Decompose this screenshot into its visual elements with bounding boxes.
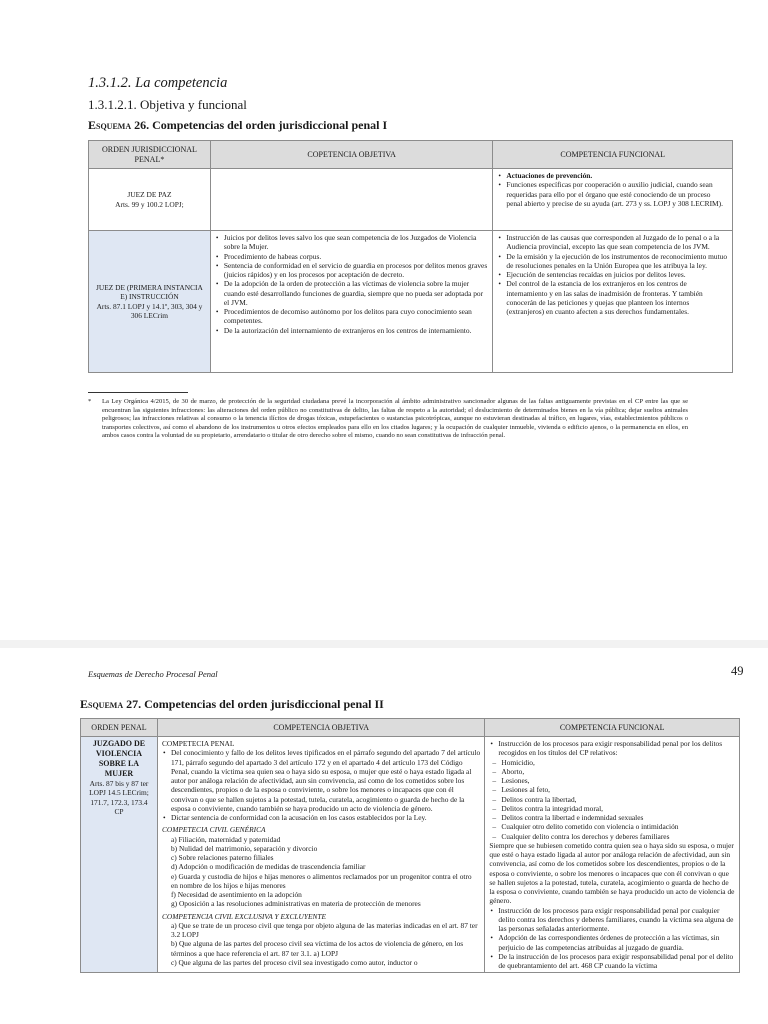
organ-ref: Arts. 99 y 100.2 LOPJ;	[115, 199, 184, 209]
list-item: • Juicios por delitos leves salvo los que sean competencia de los Juzgados de Violencia sobre la Mujer.	[224, 233, 489, 252]
col-header-orden: ORDEN PENAL	[81, 719, 158, 737]
footnote-mark: *	[88, 398, 92, 405]
scheme-title: Competencias del orden jurisdiccional penal I	[152, 118, 388, 132]
table-row-juez-paz	[89, 169, 733, 231]
objetiva-cell	[210, 231, 493, 373]
page-number: 49	[731, 664, 744, 678]
penal-heading: COMPETECIA PENAL	[161, 739, 235, 748]
organ-name: JUZGADO DE VIOLENCIA SOBRE LA MUJER	[92, 739, 146, 778]
footnote-rule	[88, 392, 188, 393]
organ-ref: Arts. 87 bis y 87 ter LOPJ 14.5 LECrim; 171.7, 172.3, 173.4 CP	[89, 779, 149, 816]
section-title: 1.3.1.2. La competencia	[88, 75, 228, 91]
scheme-26-table	[88, 140, 733, 373]
list-item: c) Sobre relaciones paterno filiales	[170, 853, 274, 862]
list-item: – Cualquier otro delito cometido con violencia o intimidación	[501, 822, 735, 831]
scheme-prefix: Esquema	[80, 697, 124, 711]
list-item: d) Adopción o modificación de medidas de trascendencia familiar	[170, 862, 366, 872]
list-item: g) Oposición a las resoluciones administrativas en materia de protección de menores	[170, 899, 421, 909]
scheme-number: 26.	[134, 118, 150, 132]
list-item: a) Filiación, maternidad y paternidad	[170, 834, 281, 844]
organ-cell	[89, 231, 211, 373]
organ-cell	[89, 169, 211, 231]
organ-ref: Arts. 87.1 LOPJ y 14.1º, 303, 304 y 306 LECrim	[96, 301, 203, 320]
list-item: • De la instrucción de los procesos para exigir responsabilidad penal por el delito de quebrantamiento del art. 468 CP cuando la víctima	[498, 952, 735, 971]
subsection-title: 1.3.1.2.1. Objetiva y funcional	[88, 97, 247, 112]
col-header-objetiva: COMPETENCIA OBJETIVA	[157, 719, 484, 737]
list-item: • De la emisión y la ejecución de los instrumentos de reconocimiento mutuo de resoluciones penales en la Unión Europea que les atribuya la ley.	[506, 252, 728, 271]
list-item: c) Que alguna de las partes del proceso civil sea investigado como autor, inductor o	[170, 957, 418, 967]
list-item: • Instrucción de las causas que corresponden al Juzgado de lo penal o a la Audiencia provincial, excepto las que sean competencia de los JVM.	[506, 233, 728, 252]
scheme-number: 27.	[126, 697, 142, 711]
page-separator	[0, 640, 768, 648]
list-item: – Delitos contra la libertad,	[501, 795, 735, 804]
list-item: b) Nulidad del matrimonio, separación y divorcio	[170, 843, 318, 853]
footnote-text: La Ley Orgánica 4/2015, de 30 de marzo, de protección de la seguridad ciudadana prevé la incorporación al ámbito administrativo sancionador algunas de las faltas antiguamente previstas en el CP entre las que se encuentran las siguientes infracciones: las alteraciones del orden público no constitutivas de delito, las faltas de respeto a la autoridad; el deslucimiento de determinados bienes en la vía pública; dejar sueltos animales peligrosos; las infracciones relativas al consumo o la tenencia ilícitos de drogas tóxicas, estupefacientes o sustancias psicotrópicas, aunque no estuvieran destinadas al tráfico, en lugares, vías, establecimientos públicos o transportes colectivos, así como el abandono de los instrumentos u otros efectos empleados para ello en los citados lugares; y la ocupación de cualquier inmueble, vivienda o edificio ajenos, o la permanencia en ellos, en ambos casos contra la voluntad de su propietario, arrendatario o titular de otro derecho sobre el mismo, cuando no sean constitutivas de infracción penal.	[102, 398, 688, 440]
list-item: • Del conocimiento y fallo de los delitos leves tipificados en el párrafo segundo del apartado 7 del artículo 171, párrafo segundo del apartado 3 del artículo 172 y en el apartado 4 del artículo 173 del Código Penal, cuando la víctima sea quien sea o haya sido su esposa, o mujer que esté o haya estado ligada al autor por análoga relación de afectividad, aun sin convivencia, así como de los cometidos sobre los descendientes, propios o de la esposa o conviviente, o sobre los menores o incapaces que con él convivan o que se hallen sujetos a la potestad, tutela, curatela, acogimiento o guarda de hecho de la esposa o conviviente, cuando también se haya producido un acto de violencia de género.	[171, 748, 480, 813]
col-header-orden: ORDEN JURISDICCIONAL PENAL*	[89, 141, 211, 169]
exclusive-heading: COMPETENCIA CIVIL EXCLUSIVA Y EXCLUYENTE	[161, 911, 327, 921]
list-item: • Actuaciones de prevención.	[506, 171, 728, 180]
list-item: f) Necesidad de asentimiento en la adopción	[170, 890, 302, 899]
list-item: a) Que se trate de un proceso civil que tenga por objeto alguna de las materias indicadas en el art. 87 ter 3.2 LOPJ	[170, 920, 478, 939]
funcional-cell	[493, 169, 733, 231]
list-item: – Lesiones,	[501, 776, 735, 785]
func-after-text: Siempre que se hubiesen cometido contra quien sea o haya sido su esposa, o mujer que esté o haya estado ligada al autor por análoga relación de afectividad, aun sin convivencia, así como de los cometidos sobre los descendientes, propios o de la esposa o conviviente, o sobre los menores o incapaces que con él convivan o que se hallen sujetos a la potestad, tutela, curatela, acogimiento o guarda de hecho de la esposa o conviviente, cuando también se haya producido un acto de violencia de género.	[489, 840, 735, 906]
scheme-prefix: Esquema	[88, 118, 132, 132]
list-item: • Ejecución de sentencias recaídas en juicios por delitos leves.	[506, 270, 728, 279]
running-title: Esquemas de Derecho Procesal Penal	[88, 669, 218, 679]
objetiva-cell-empty	[210, 169, 493, 231]
list-item: • Del control de la estancia de los extranjeros en los centros de internamiento y en las salas de inadmisión de fronteras. Y también conocerán de las peticiones y quejas que planteen los internos (extranjeros) en cuanto afecten a sus derechos fundamentales.	[506, 279, 728, 316]
list-item: • Instrucción de los procesos para exigir responsabilidad penal por cualquier delito contra los derechos y deberes familiares, cuando la víctima sea alguna de las personas señaladas anteriormente.	[498, 906, 735, 934]
objetiva-cell	[157, 737, 484, 973]
list-item: • Adopción de las correspondientes órdenes de protección a las víctimas, sin perjuicio de las competencias atribuidas al juzgado de guardia.	[498, 933, 735, 952]
scheme-26-caption	[88, 118, 387, 133]
footnote	[88, 398, 688, 441]
list-item: • Funciones específicas por cooperación o auxilio judicial, cuando sean requeridas para ello por el órgano que esté conociendo de un proceso penal abierto y precise de su ayuda (art. 273 y ss. LOPJ y 308 LECRIM).	[506, 180, 728, 208]
list-item: • De la adopción de la orden de protección a las víctimas de violencia sobre la mujer cuando esté desarrollando funciones de guardia, siempre que no pueda ser adoptada por el JVM.	[224, 279, 489, 307]
list-item: • Procedimientos de decomiso autónomo por los delitos para cuyo conocimiento sean competentes.	[224, 307, 489, 326]
list-item: • De la autorización del internamiento de extranjeros en los centros de internamiento.	[224, 326, 489, 335]
table-row-jvm	[81, 737, 740, 973]
organ-cell	[81, 737, 158, 973]
list-item: e) Guarda y custodia de hijos e hijas menores o alimentos reclamados por un progenitor contra el otro en nombre de los hijos e hijas menores	[170, 871, 472, 890]
list-item: – Aborto,	[501, 767, 735, 776]
list-item: • Sentencia de conformidad en el servicio de guardia en procesos por delitos menos graves (juicios rápidos) y en los procesos por aceptación de decreto.	[224, 261, 489, 280]
scheme-27-caption	[80, 697, 384, 712]
list-item: – Delitos contra la integridad moral,	[501, 804, 735, 813]
table-row-juez-instruccion	[89, 231, 733, 373]
organ-name: JUEZ DE PAZ	[127, 190, 172, 200]
list-item: • Procedimiento de habeas corpus.	[224, 252, 489, 261]
scheme-title: Competencias del orden jurisdiccional penal II	[144, 697, 384, 711]
list-item: – Cualquier delito contra los derechos y deberes familiares	[501, 832, 735, 841]
list-item: b) Que alguna de las partes del proceso civil sea víctima de los actos de violencia de género, en los términos a que hace referencia el art. 87 ter 3.1. a) LOPJ	[170, 939, 464, 958]
list-item: – Delitos contra la libertad e indemnidad sexuales	[501, 813, 735, 822]
civil-heading: COMPETECIA CIVIL GENÉRICA	[161, 825, 266, 835]
funcional-cell	[485, 737, 740, 973]
col-header-objetiva: COPETENCIA OBJETIVA	[210, 141, 493, 169]
col-header-funcional: COMPETENCIA FUNCIONAL	[485, 719, 740, 737]
organ-name: JUEZ DE (PRIMERA INSTANCIA E) INSTRUCCIÓN	[96, 283, 203, 302]
col-header-funcional: COMPETENCIA FUNCIONAL	[493, 141, 733, 169]
funcional-cell	[493, 231, 733, 373]
scheme-27-table	[80, 718, 740, 973]
list-item: • Dictar sentencia de conformidad con la acusación en los casos establecidos por la Ley.	[171, 813, 480, 822]
list-item: – Lesiones al feto,	[501, 785, 735, 794]
list-item: – Homicidio,	[501, 758, 735, 767]
list-item: • Instrucción de los procesos para exigir responsabilidad penal por los delitos recogidos en los títulos del CP relativos:	[498, 739, 735, 758]
